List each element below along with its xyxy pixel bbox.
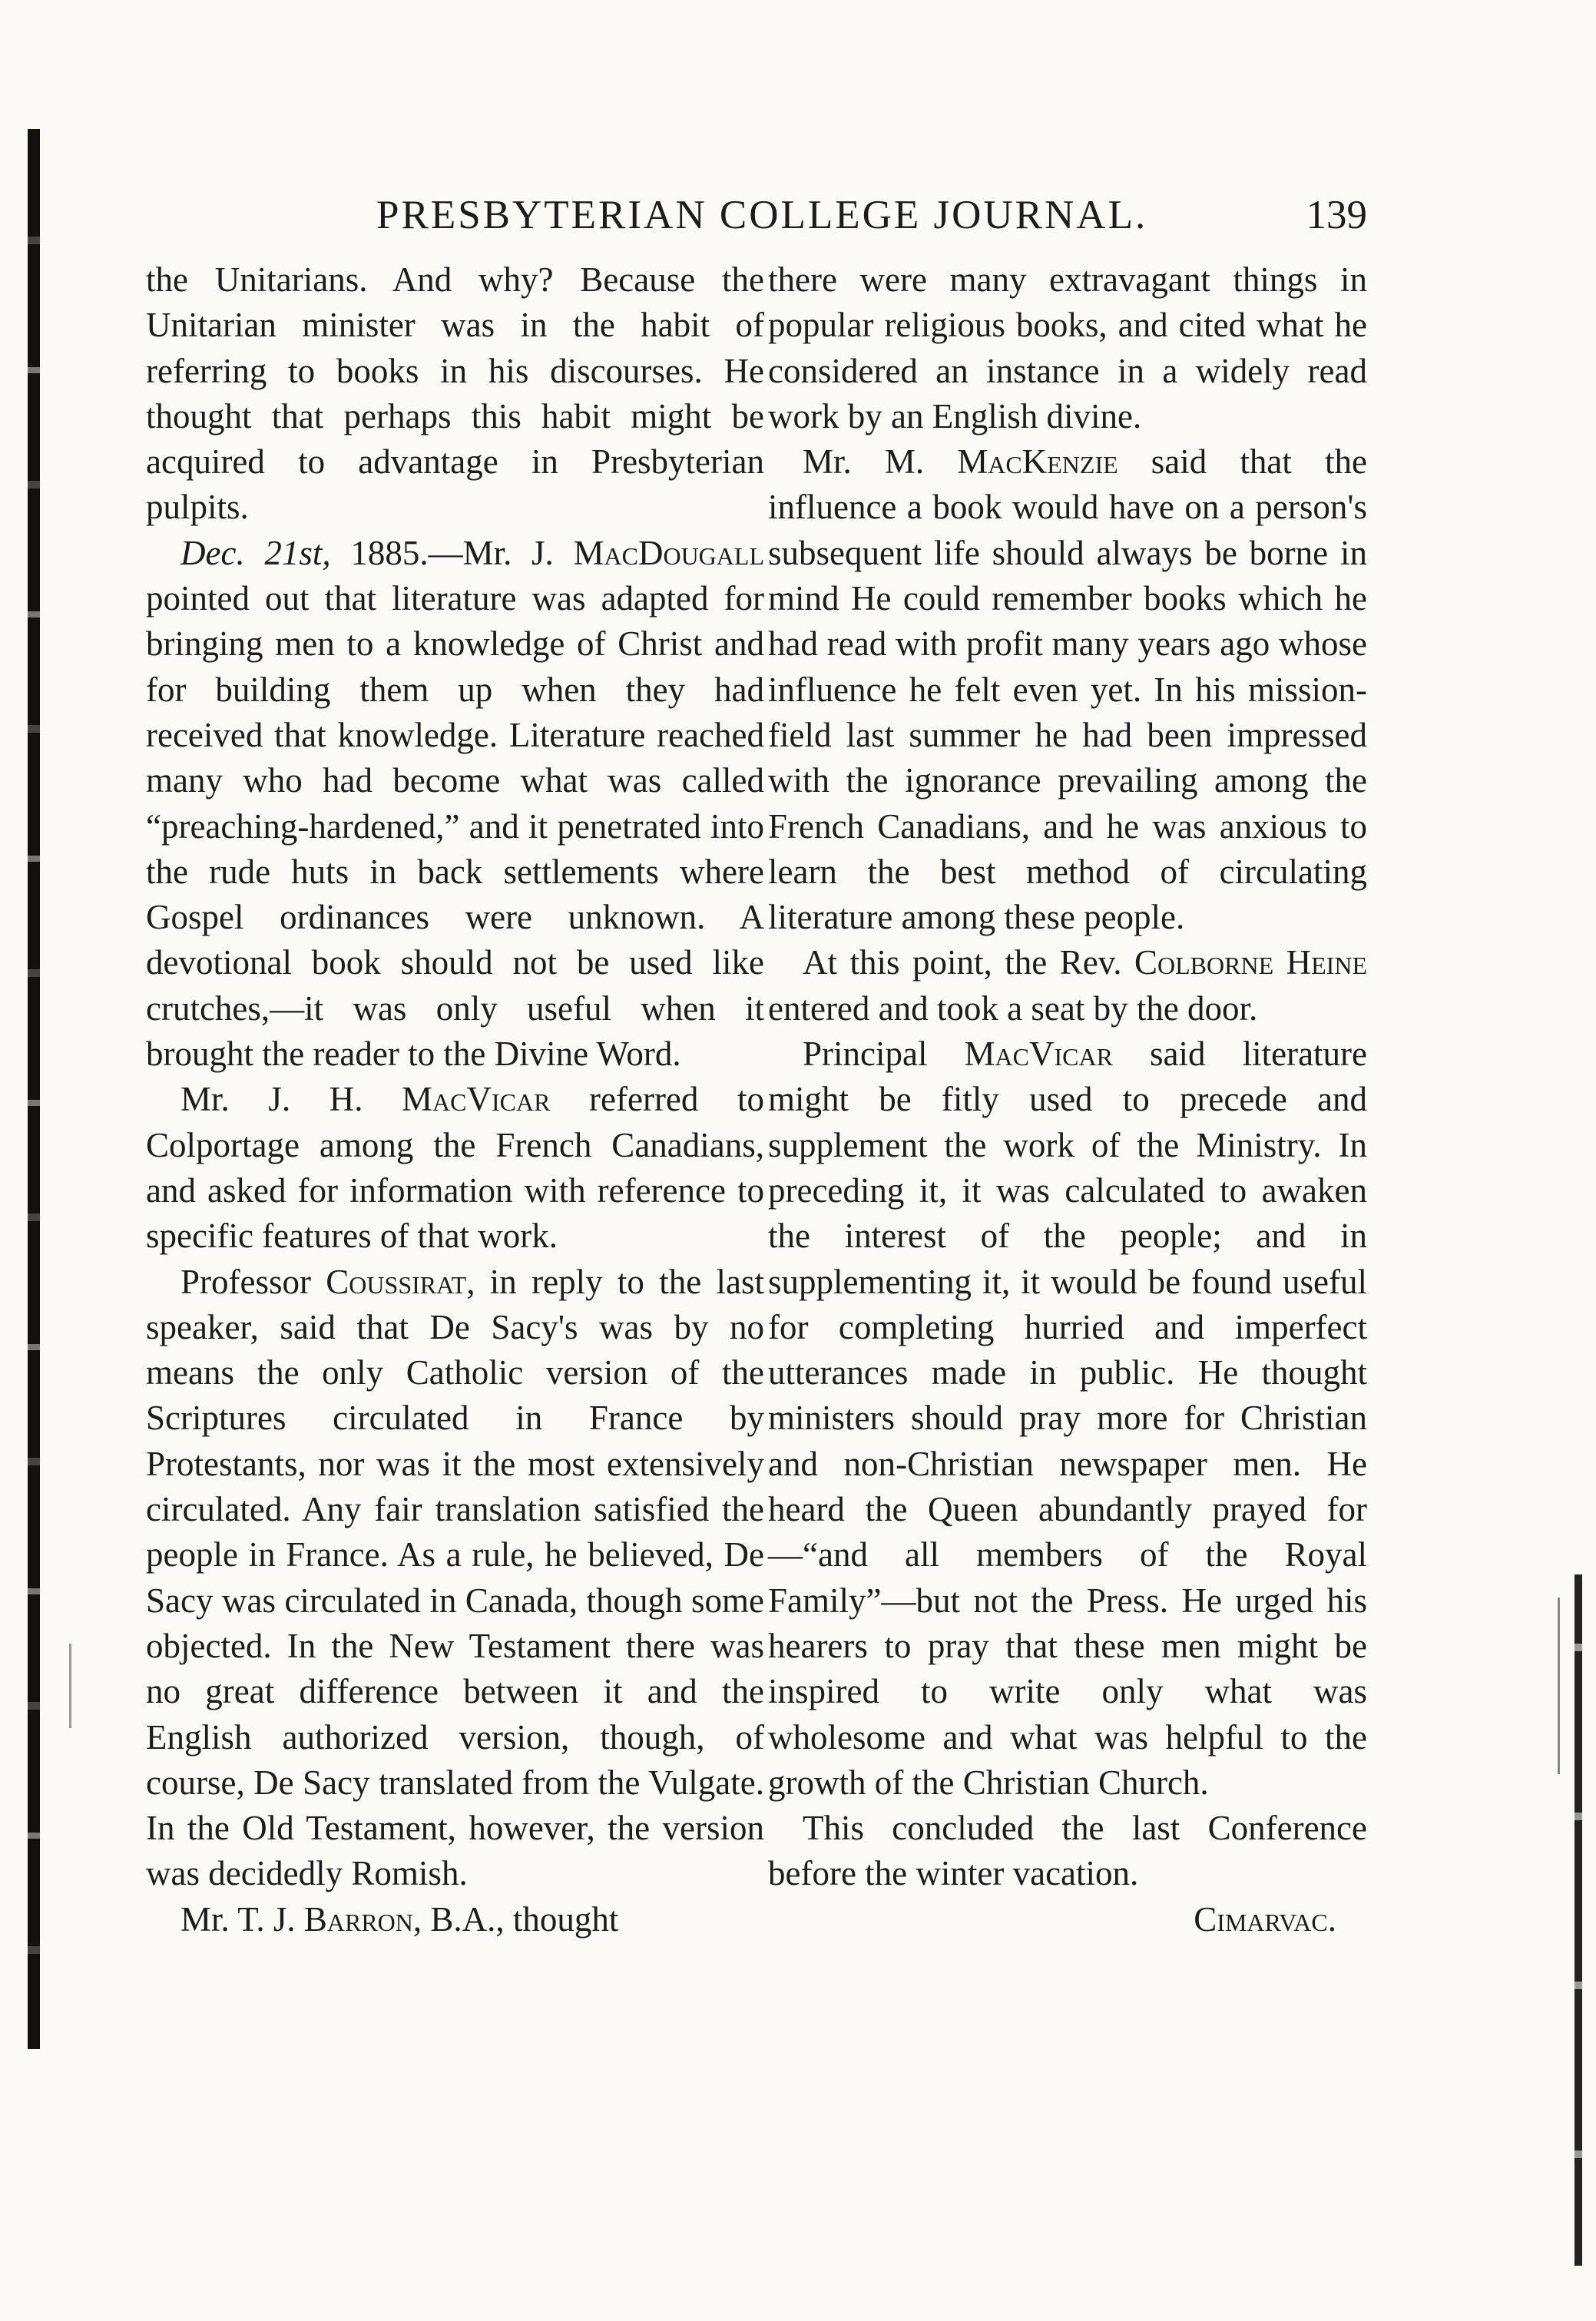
paragraph-text: referred to Colportage among the French Canadians, and asked for information with reference to specific features of that work. bbox=[146, 1080, 764, 1256]
paragraph-text: pointed out that literature was adapted for bringing men to a knowledge of Christ and for building them up when they had received that knowledge. Literature reached many who had become what was called “preaching-hardened,” and it penetrated into the rude huts in back settlements where Gospel ordinances were unknown. A devotional book should not be used like crutches,—it was only useful when it brought the reader to the Divine Word. bbox=[146, 579, 764, 1074]
page-number: 139 bbox=[1306, 193, 1367, 237]
paragraph-jh-macvicar bbox=[146, 1077, 764, 1259]
scan-mark-right bbox=[1558, 1598, 1560, 1774]
signature: Cimarvac. bbox=[1194, 1899, 1336, 1939]
paragraph-text: , in reply to the last speaker, said that De Sacy's was by no means the only Catholic version of the Scriptures circulated in France by Protestants, nor was it the most extensively circulated. Any fair translation satisfied the people in France. As a rule, he believed, De Sacy was circulated in Canada, though some objected. In the New Testament there was no great difference between it and the English authorized version, though, of course, De Sacy translated from the Vulgate. In the Old Testament, however, the version was decidedly Romish. bbox=[146, 1262, 764, 1893]
paragraph-macdougall bbox=[146, 531, 764, 1078]
paragraph-text: entered and took a seat by the door. bbox=[768, 988, 1258, 1028]
paragraph-heine bbox=[768, 940, 1367, 1031]
paragraph-text: Principal bbox=[803, 1035, 965, 1074]
running-title: PRESBYTERIAN COLLEGE JOURNAL. bbox=[376, 193, 1148, 237]
paragraph-principal-macvicar bbox=[768, 1031, 1367, 1806]
speaker-name: Colborne Heine bbox=[1134, 943, 1367, 982]
paragraph-text: Professor bbox=[180, 1262, 326, 1301]
right-column bbox=[768, 257, 1367, 1942]
paragraph-text: the Unitarians. And why? Because the Unitarian minister was in the habit of referring to books in his discourses. He thought that perhaps this habit might be acquired to advantage in Presbyterian pulpits. bbox=[146, 260, 764, 527]
paragraph-text: Mr. J. H. bbox=[180, 1080, 402, 1119]
paragraph-conclusion bbox=[768, 1806, 1367, 1897]
paragraph-text: said that the influence a book would have on a person's subsequent life should always be borne in mind He could remember books which he had read with profit many years ago whose influence he felt even yet. In his mission-field last summer he had been impressed with the ignorance prevailing among the French Canadians, and he was anxious to learn the best method of circulating literature among these people. bbox=[768, 442, 1367, 937]
paragraph-text: Mr. M. bbox=[803, 442, 958, 482]
scan-edge-right bbox=[1574, 1574, 1582, 2266]
paragraph-text: said literature might be fitly used to precede and supplement the work of the Ministry. In preceding it, it was calculated to awaken the interest of the people; and in supplementing it, it would be found useful for completing hurried and imperfect utterances made in public. He thought ministers should pray more for Christian and non-Christian newspaper men. He heard the Queen abundantly prayed for—“and all members of the Royal Family”—but not the Press. He urged his hearers to pray that these men might be inspired to write only what was wholesome and what was helpful to the growth of the Christian Church. bbox=[768, 1035, 1368, 1802]
page-header bbox=[146, 192, 1367, 253]
left-column bbox=[146, 257, 764, 1942]
speaker-name: MacVicar bbox=[402, 1080, 551, 1119]
paragraph-text: Mr. T. J. bbox=[180, 1899, 304, 1939]
paragraph-text: At this point, the Rev. bbox=[803, 943, 1135, 982]
paragraph-coussirat bbox=[146, 1260, 764, 1897]
speaker-name: MacDougall bbox=[573, 533, 764, 572]
paragraph-continuation bbox=[768, 257, 1367, 439]
paragraph-text: there were many extravagant things in popular religious books, and cited what he considered an instance in a widely read work by an English divine. bbox=[768, 260, 1367, 435]
speaker-name: MacKenzie bbox=[957, 442, 1118, 482]
paragraph-mackenzie bbox=[768, 439, 1367, 940]
speaker-name: Barron bbox=[303, 1899, 413, 1939]
speaker-name: Coussirat bbox=[326, 1262, 467, 1301]
paragraph-unitarians bbox=[146, 257, 764, 531]
paragraph-text: This concluded the last Conference before the winter vacation. bbox=[768, 1809, 1367, 1893]
scan-mark-left bbox=[69, 1644, 71, 1728]
scan-edge-left bbox=[28, 129, 40, 2049]
speaker-name: MacVicar bbox=[964, 1035, 1113, 1074]
paragraph-text: 1885.—Mr. J. bbox=[330, 533, 574, 572]
paragraph-barron bbox=[146, 1897, 764, 1942]
date: Dec. 21st, bbox=[180, 533, 331, 572]
paragraph-text: , B.A., thought bbox=[412, 1899, 619, 1939]
